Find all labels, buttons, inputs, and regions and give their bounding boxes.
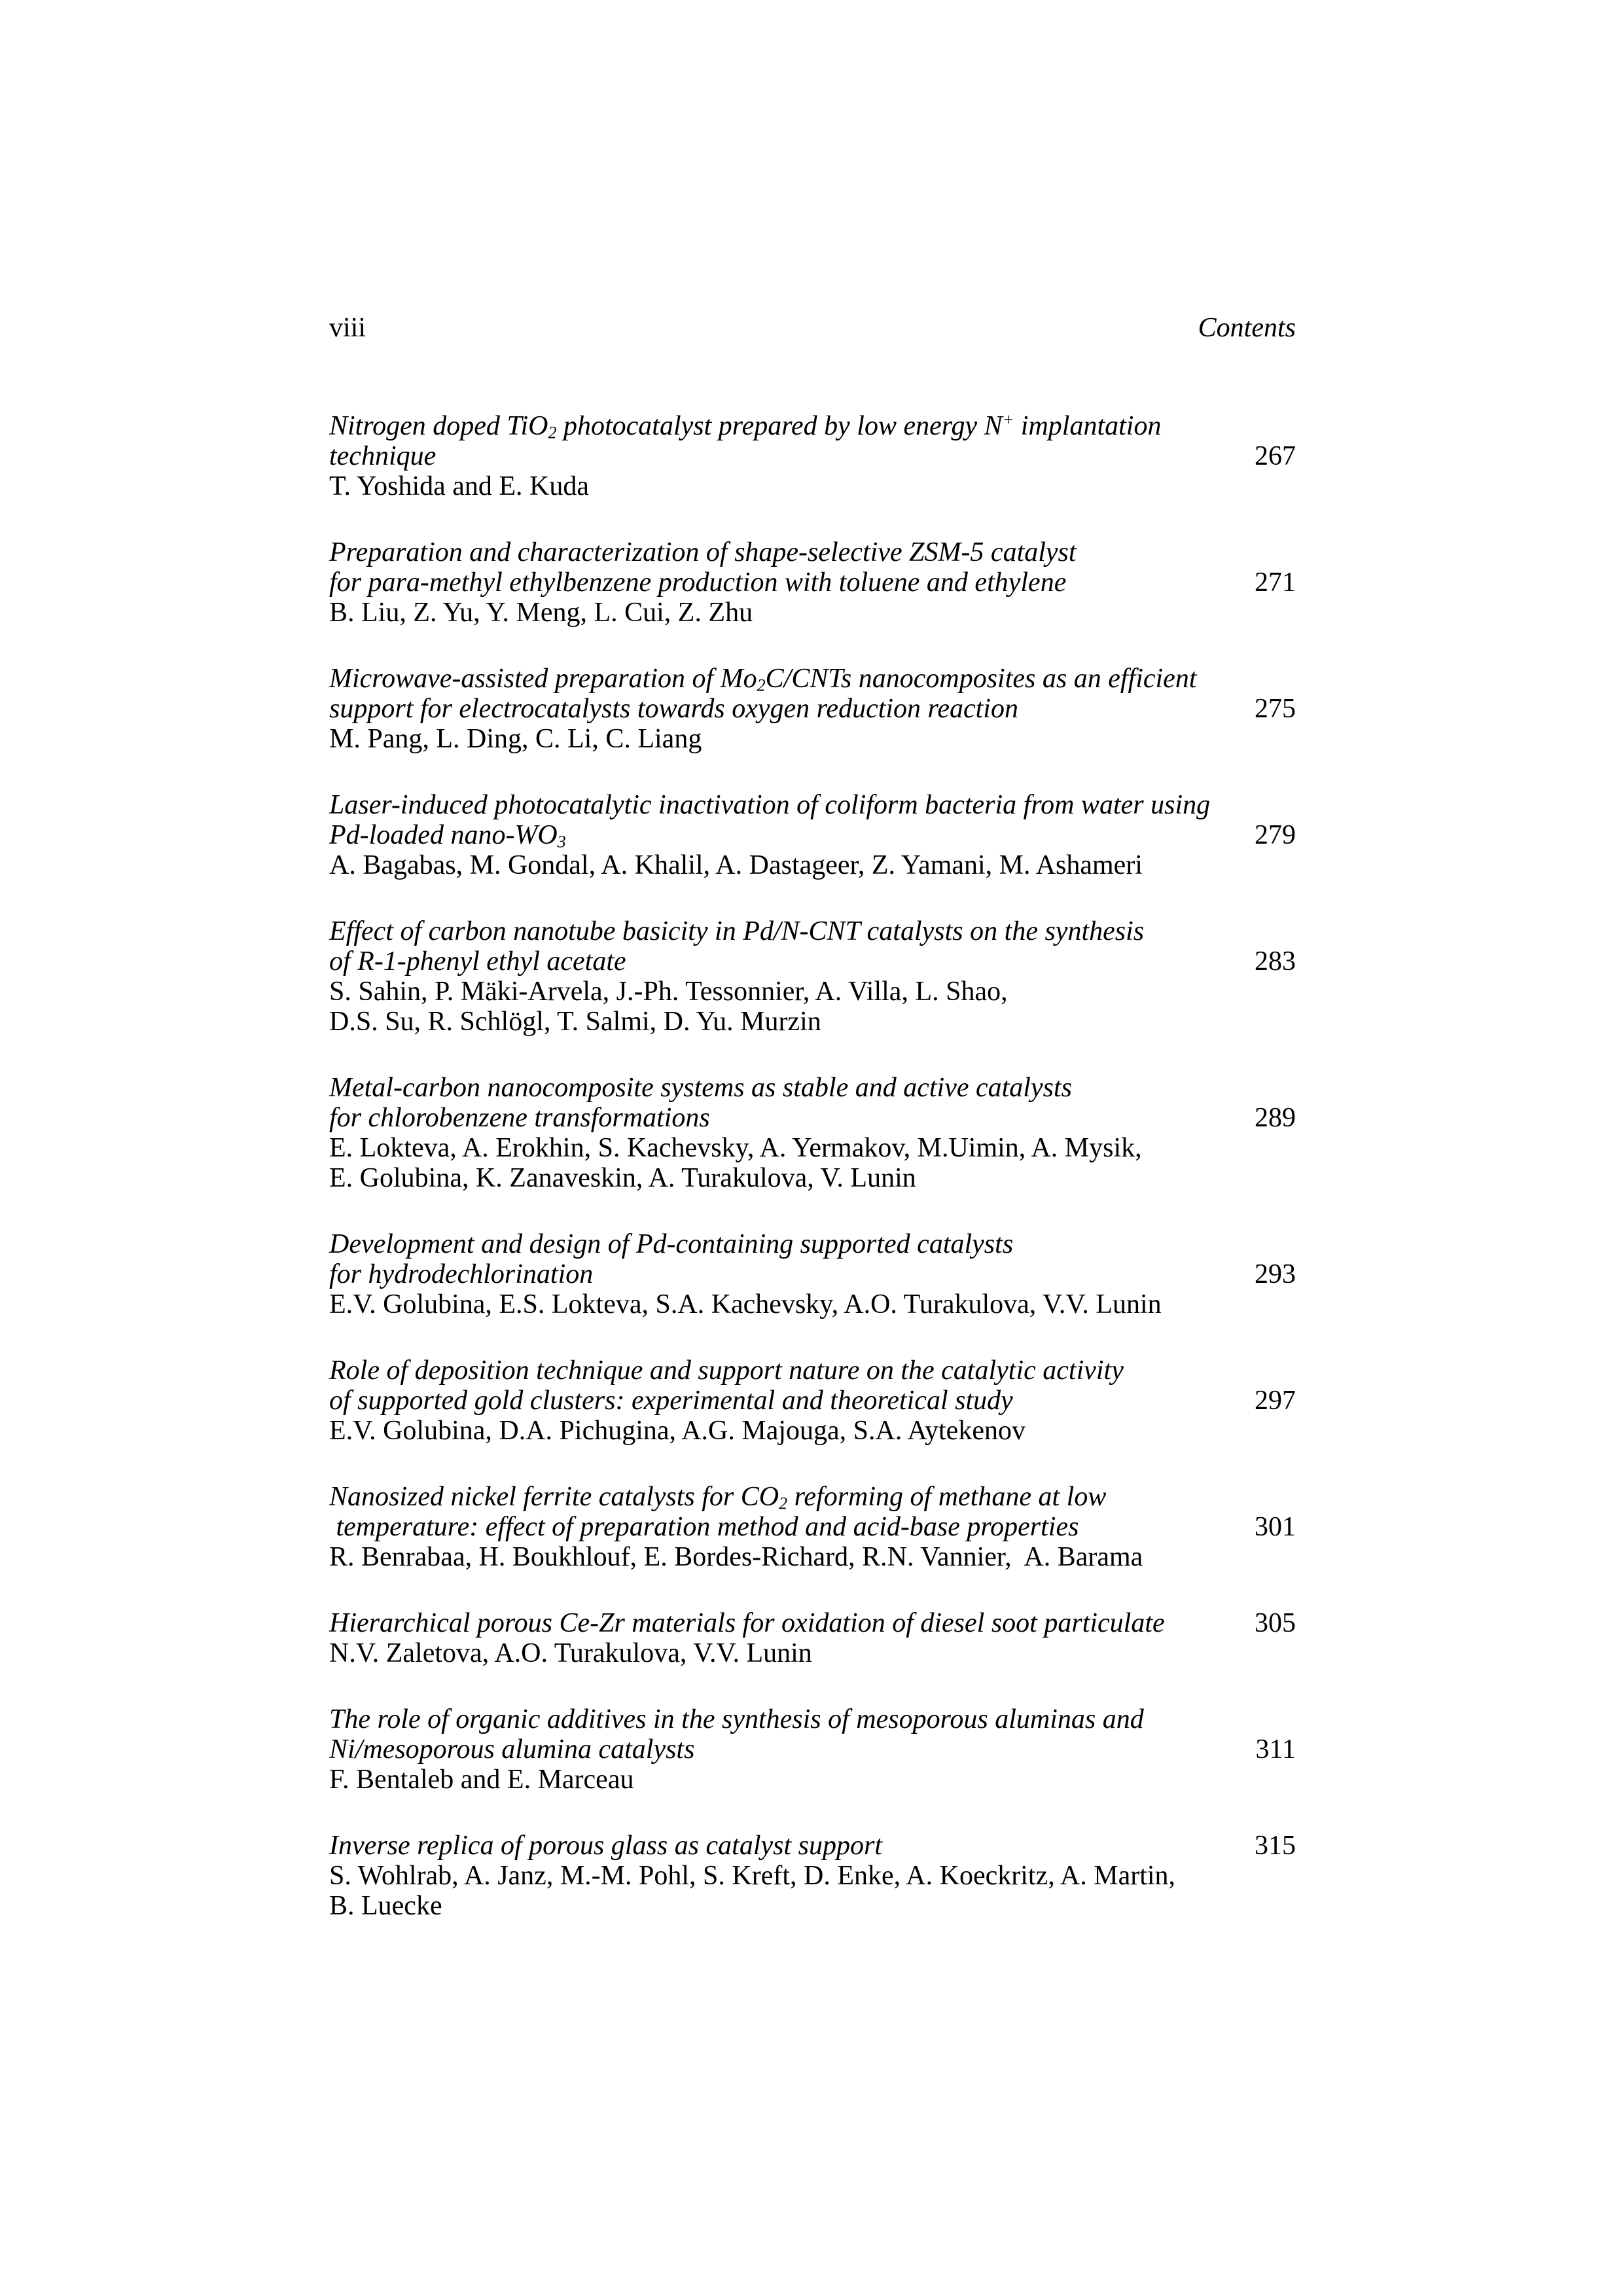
title-subscript: 2: [757, 675, 766, 695]
entry-title-line: [329, 664, 1296, 694]
title-text: Nitrogen doped TiO: [329, 411, 548, 441]
title-text: temperature: effect of preparation method and acid-base properties: [329, 1512, 1079, 1542]
entry-title-line: [329, 1608, 1296, 1638]
entry-title-line: [329, 1073, 1296, 1103]
toc-entry: [329, 916, 1296, 1037]
entry-title-line: [329, 567, 1296, 598]
toc-entry: [329, 1355, 1296, 1446]
entry-authors-line: B. Luecke: [329, 1891, 442, 1921]
title-text: implantation: [1014, 411, 1162, 441]
entry-title-line: [329, 694, 1296, 724]
toc-entry: [329, 1073, 1296, 1193]
entry-authors-line: M. Pang, L. Ding, C. Li, C. Liang: [329, 724, 702, 754]
entry-title-line: [329, 916, 1296, 946]
title-text: Effect of carbon nanotube basicity in Pd/N-CNT catalysts on the synthesis: [329, 916, 1145, 946]
entry-title-line: [329, 820, 1296, 850]
toc-entry: [329, 790, 1296, 880]
entry-title-line: [329, 537, 1296, 567]
page-folio: viii: [329, 313, 366, 343]
toc-entry: [329, 1482, 1296, 1572]
title-subscript: 3: [557, 832, 566, 852]
entry-title-line: [329, 1229, 1296, 1259]
title-text: Development and design of Pd-containing supported catalysts: [329, 1229, 1014, 1259]
entry-title-line: [329, 1482, 1296, 1512]
page-number: 289: [1255, 1103, 1296, 1133]
title-superscript: +: [1002, 410, 1014, 429]
entry-title-line: [329, 1831, 1296, 1861]
entry-title-line: [329, 1386, 1296, 1416]
entry-authors-line: S. Sahin, P. Mäki-Arvela, J.-Ph. Tessonnier, A. Villa, L. Shao,: [329, 977, 1008, 1007]
entry-title-line: [329, 790, 1296, 820]
entry-authors-line: T. Yoshida and E. Kuda: [329, 471, 590, 501]
title-text: technique: [329, 441, 437, 471]
title-text: Role of deposition technique and support nature on the catalytic activity: [329, 1355, 1124, 1386]
entry-authors-line: E. Golubina, K. Zanaveskin, A. Turakulova, V. Lunin: [329, 1163, 916, 1193]
running-header-title: Contents: [1198, 313, 1296, 343]
page-number: 297: [1255, 1386, 1296, 1416]
title-text: C/CNTs nanocomposites as an efficient: [765, 664, 1197, 694]
entry-title-line: [329, 946, 1296, 977]
entry-title-line: [329, 1355, 1296, 1386]
page-number: 275: [1255, 694, 1296, 724]
entry-authors-line: A. Bagabas, M. Gondal, A. Khalil, A. Dastageer, Z. Yamani, M. Ashameri: [329, 850, 1143, 880]
toc-entry: [329, 537, 1296, 628]
toc-entry: [329, 1608, 1296, 1668]
toc-entry: [329, 664, 1296, 754]
page-number: 283: [1255, 946, 1296, 977]
title-text: for chlorobenzene transformations: [329, 1103, 710, 1133]
entry-authors-line: R. Benrabaa, H. Boukhlouf, E. Bordes-Richard, R.N. Vannier, A. Barama: [329, 1542, 1143, 1572]
entry-title-line: [329, 1103, 1296, 1133]
entry-title-line: [329, 441, 1296, 471]
title-text: for hydrodechlorination: [329, 1259, 594, 1289]
title-text: Ni/mesoporous alumina catalysts: [329, 1734, 695, 1765]
page-number: 271: [1255, 567, 1296, 598]
title-text: reforming of methane at low: [787, 1482, 1107, 1512]
toc-entry: [329, 411, 1296, 501]
page-number: 301: [1255, 1512, 1296, 1542]
entry-title-line: [329, 1259, 1296, 1289]
title-text: support for electrocatalysts towards oxygen reduction reaction: [329, 694, 1018, 724]
entry-title-line: [329, 1512, 1296, 1542]
entry-title-line: [329, 1734, 1296, 1765]
title-text: Preparation and characterization of shape-selective ZSM-5 catalyst: [329, 537, 1077, 567]
title-subscript: 2: [779, 1494, 788, 1513]
page-number: 311: [1255, 1734, 1296, 1765]
title-subscript: 2: [548, 423, 557, 442]
title-text: of R-1-phenyl ethyl acetate: [329, 946, 626, 977]
entry-authors-line: S. Wohlrab, A. Janz, M.-M. Pohl, S. Kreft, D. Enke, A. Koeckritz, A. Martin,: [329, 1861, 1176, 1891]
entry-authors-line: D.S. Su, R. Schlögl, T. Salmi, D. Yu. Murzin: [329, 1007, 821, 1037]
title-text: for para-methyl ethylbenzene production with toluene and ethylene: [329, 567, 1067, 598]
title-text: Pd-loaded nano-WO: [329, 820, 558, 850]
entry-authors-line: F. Bentaleb and E. Marceau: [329, 1765, 634, 1795]
toc-entry: [329, 1831, 1296, 1921]
toc-entry: [329, 1704, 1296, 1795]
title-text: of supported gold clusters: experimental and theoretical study: [329, 1386, 1013, 1416]
entry-authors-line: B. Liu, Z. Yu, Y. Meng, L. Cui, Z. Zhu: [329, 598, 753, 628]
entry-authors-line: E.V. Golubina, D.A. Pichugina, A.G. Majouga, S.A. Aytekenov: [329, 1416, 1026, 1446]
title-text: Microwave-assisted preparation of Mo: [329, 664, 757, 694]
toc-entries: [329, 411, 1296, 1921]
toc-entry: [329, 1229, 1296, 1319]
page-number: 279: [1255, 820, 1296, 850]
title-text: photocatalyst prepared by low energy N: [556, 411, 1003, 441]
entry-authors-line: N.V. Zaletova, A.O. Turakulova, V.V. Lunin: [329, 1638, 812, 1668]
title-text: Inverse replica of porous glass as catalyst support: [329, 1831, 883, 1861]
entry-authors-line: E.V. Golubina, E.S. Lokteva, S.A. Kachevsky, A.O. Turakulova, V.V. Lunin: [329, 1289, 1162, 1319]
title-text: Laser-induced photocatalytic inactivation of coliform bacteria from water using: [329, 790, 1211, 820]
running-header: [329, 313, 1296, 343]
title-text: Nanosized nickel ferrite catalysts for CO: [329, 1482, 779, 1512]
entry-title-line: [329, 411, 1296, 441]
title-text: Hierarchical porous Ce-Zr materials for oxidation of diesel soot particulate: [329, 1608, 1165, 1638]
entry-title-line: [329, 1704, 1296, 1734]
toc-content: [329, 313, 1296, 1957]
entry-authors-line: E. Lokteva, A. Erokhin, S. Kachevsky, A. Yermakov, M.Uimin, A. Mysik,: [329, 1133, 1142, 1163]
page-number: 305: [1255, 1608, 1296, 1638]
title-text: The role of organic additives in the synthesis of mesoporous aluminas and: [329, 1704, 1144, 1734]
title-text: Metal-carbon nanocomposite systems as stable and active catalysts: [329, 1073, 1072, 1103]
page-number: 267: [1255, 441, 1296, 471]
page-number: 293: [1255, 1259, 1296, 1289]
page-number: 315: [1255, 1831, 1296, 1861]
